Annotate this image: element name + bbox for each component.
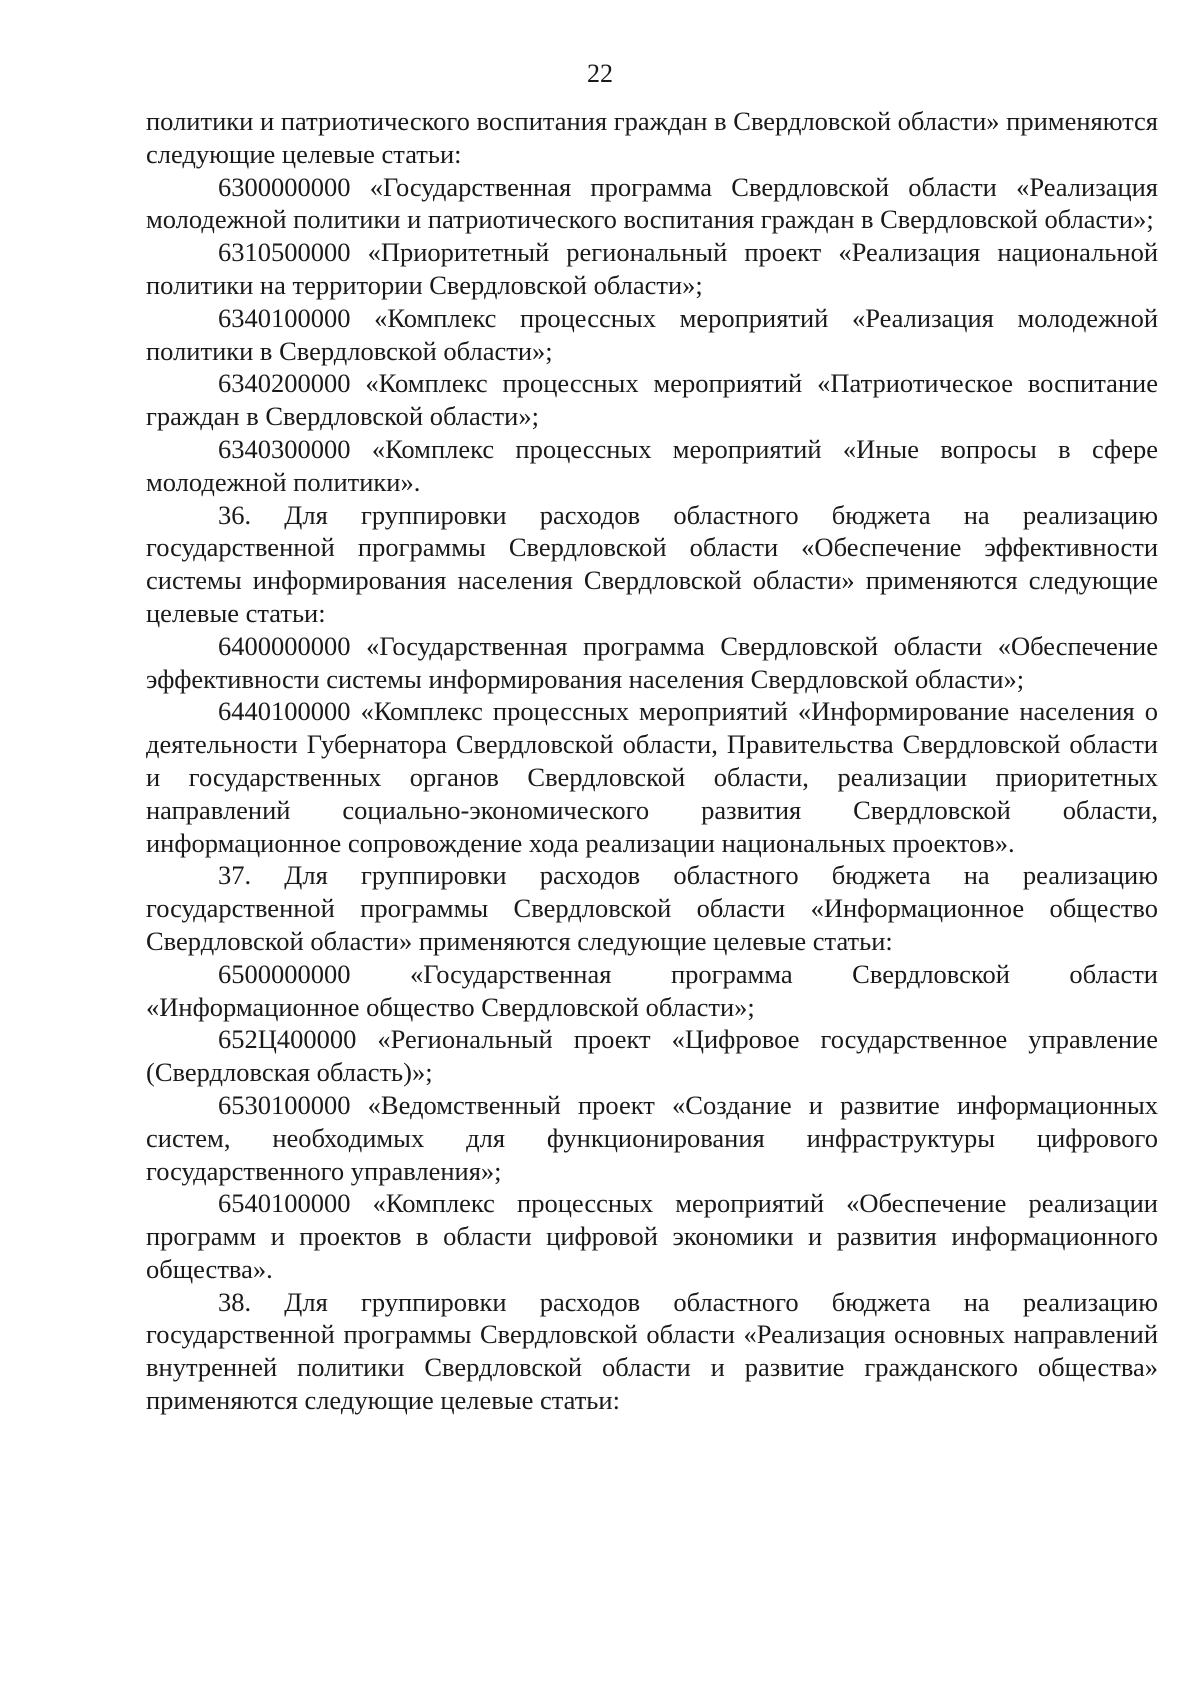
paragraph-target-article: 6340200000 «Комплекс процессных мероприятий «Патриотическое воспитание граждан в Свердловской области»; — [146, 368, 1158, 432]
paragraph-continuation: политики и патриотического воспитания граждан в Свердловской области» применяются следующие целевые статьи: — [146, 106, 1158, 169]
paragraph-target-article: 6310500000 «Приоритетный региональный проект «Реализация национальной политики на территории Свердловской области»; — [146, 237, 1158, 300]
paragraph-target-article: 652Ц400000 «Региональный проект «Цифровое государственное управление (Свердловская область)»; — [146, 1024, 1158, 1088]
page-number: 22 — [587, 59, 613, 88]
paragraph-target-article: 6300000000 «Государственная программа Свердловской области «Реализация молодежной политики и патриотического воспитания граждан в Свердловской области»; — [146, 171, 1158, 235]
paragraph-clause-36: 36. Для группировки расходов областного бюджета на реализацию государственной программы Свердловской области «Обеспечение эффективности системы информирования населения Свердловской области» применяются следующие целевые статьи: — [146, 499, 1158, 628]
paragraph-target-article: 6400000000 «Государственная программа Свердловской области «Обеспечение эффективности системы информирования населения Свердловской области»; — [146, 630, 1158, 694]
paragraph-clause-38: 38. Для группировки расходов областного бюджета на реализацию государственной программы Свердловской области «Реализация основных направлений внутренней политики Свердловской области и развитие гражданского общества» применяются следующие целевые статьи: — [146, 1286, 1158, 1416]
document-body — [146, 105, 1158, 1417]
paragraph-target-article: 6440100000 «Комплекс процессных мероприятий «Информирование населения о деятельности Губернатора Свердловской области, Правительства Свердловской области и государственных органов Свердловской области, реализации приоритетных направлений социально-экономического развития Свердловской области, информационное сопровождение хода реализации национальных проектов». — [146, 696, 1158, 858]
paragraph-target-article: 6540100000 «Комплекс процессных мероприятий «Обеспечение реализации программ и проектов в области цифровой экономики и развития информационного общества». — [146, 1188, 1158, 1284]
paragraph-target-article: 6340300000 «Комплекс процессных мероприятий «Иные вопросы в сфере молодежной политики». — [146, 433, 1158, 497]
paragraph-target-article: 6340100000 «Комплекс процессных мероприятий «Реализация молодежной политики в Свердловской области»; — [146, 302, 1158, 366]
paragraph-target-article: 6530100000 «Ведомственный проект «Создание и развитие информационных систем, необходимых для функционирования инфраструктуры цифрового государственного управления»; — [146, 1089, 1158, 1186]
paragraph-clause-37: 37. Для группировки расходов областного бюджета на реализацию государственной программы Свердловской области «Информационное общество Свердловской области» применяются следующие целевые статьи: — [146, 860, 1158, 956]
paragraph-target-article: 6500000000 «Государственная программа Свердловской области «Информационное общество Свердловской области»; — [146, 958, 1158, 1022]
